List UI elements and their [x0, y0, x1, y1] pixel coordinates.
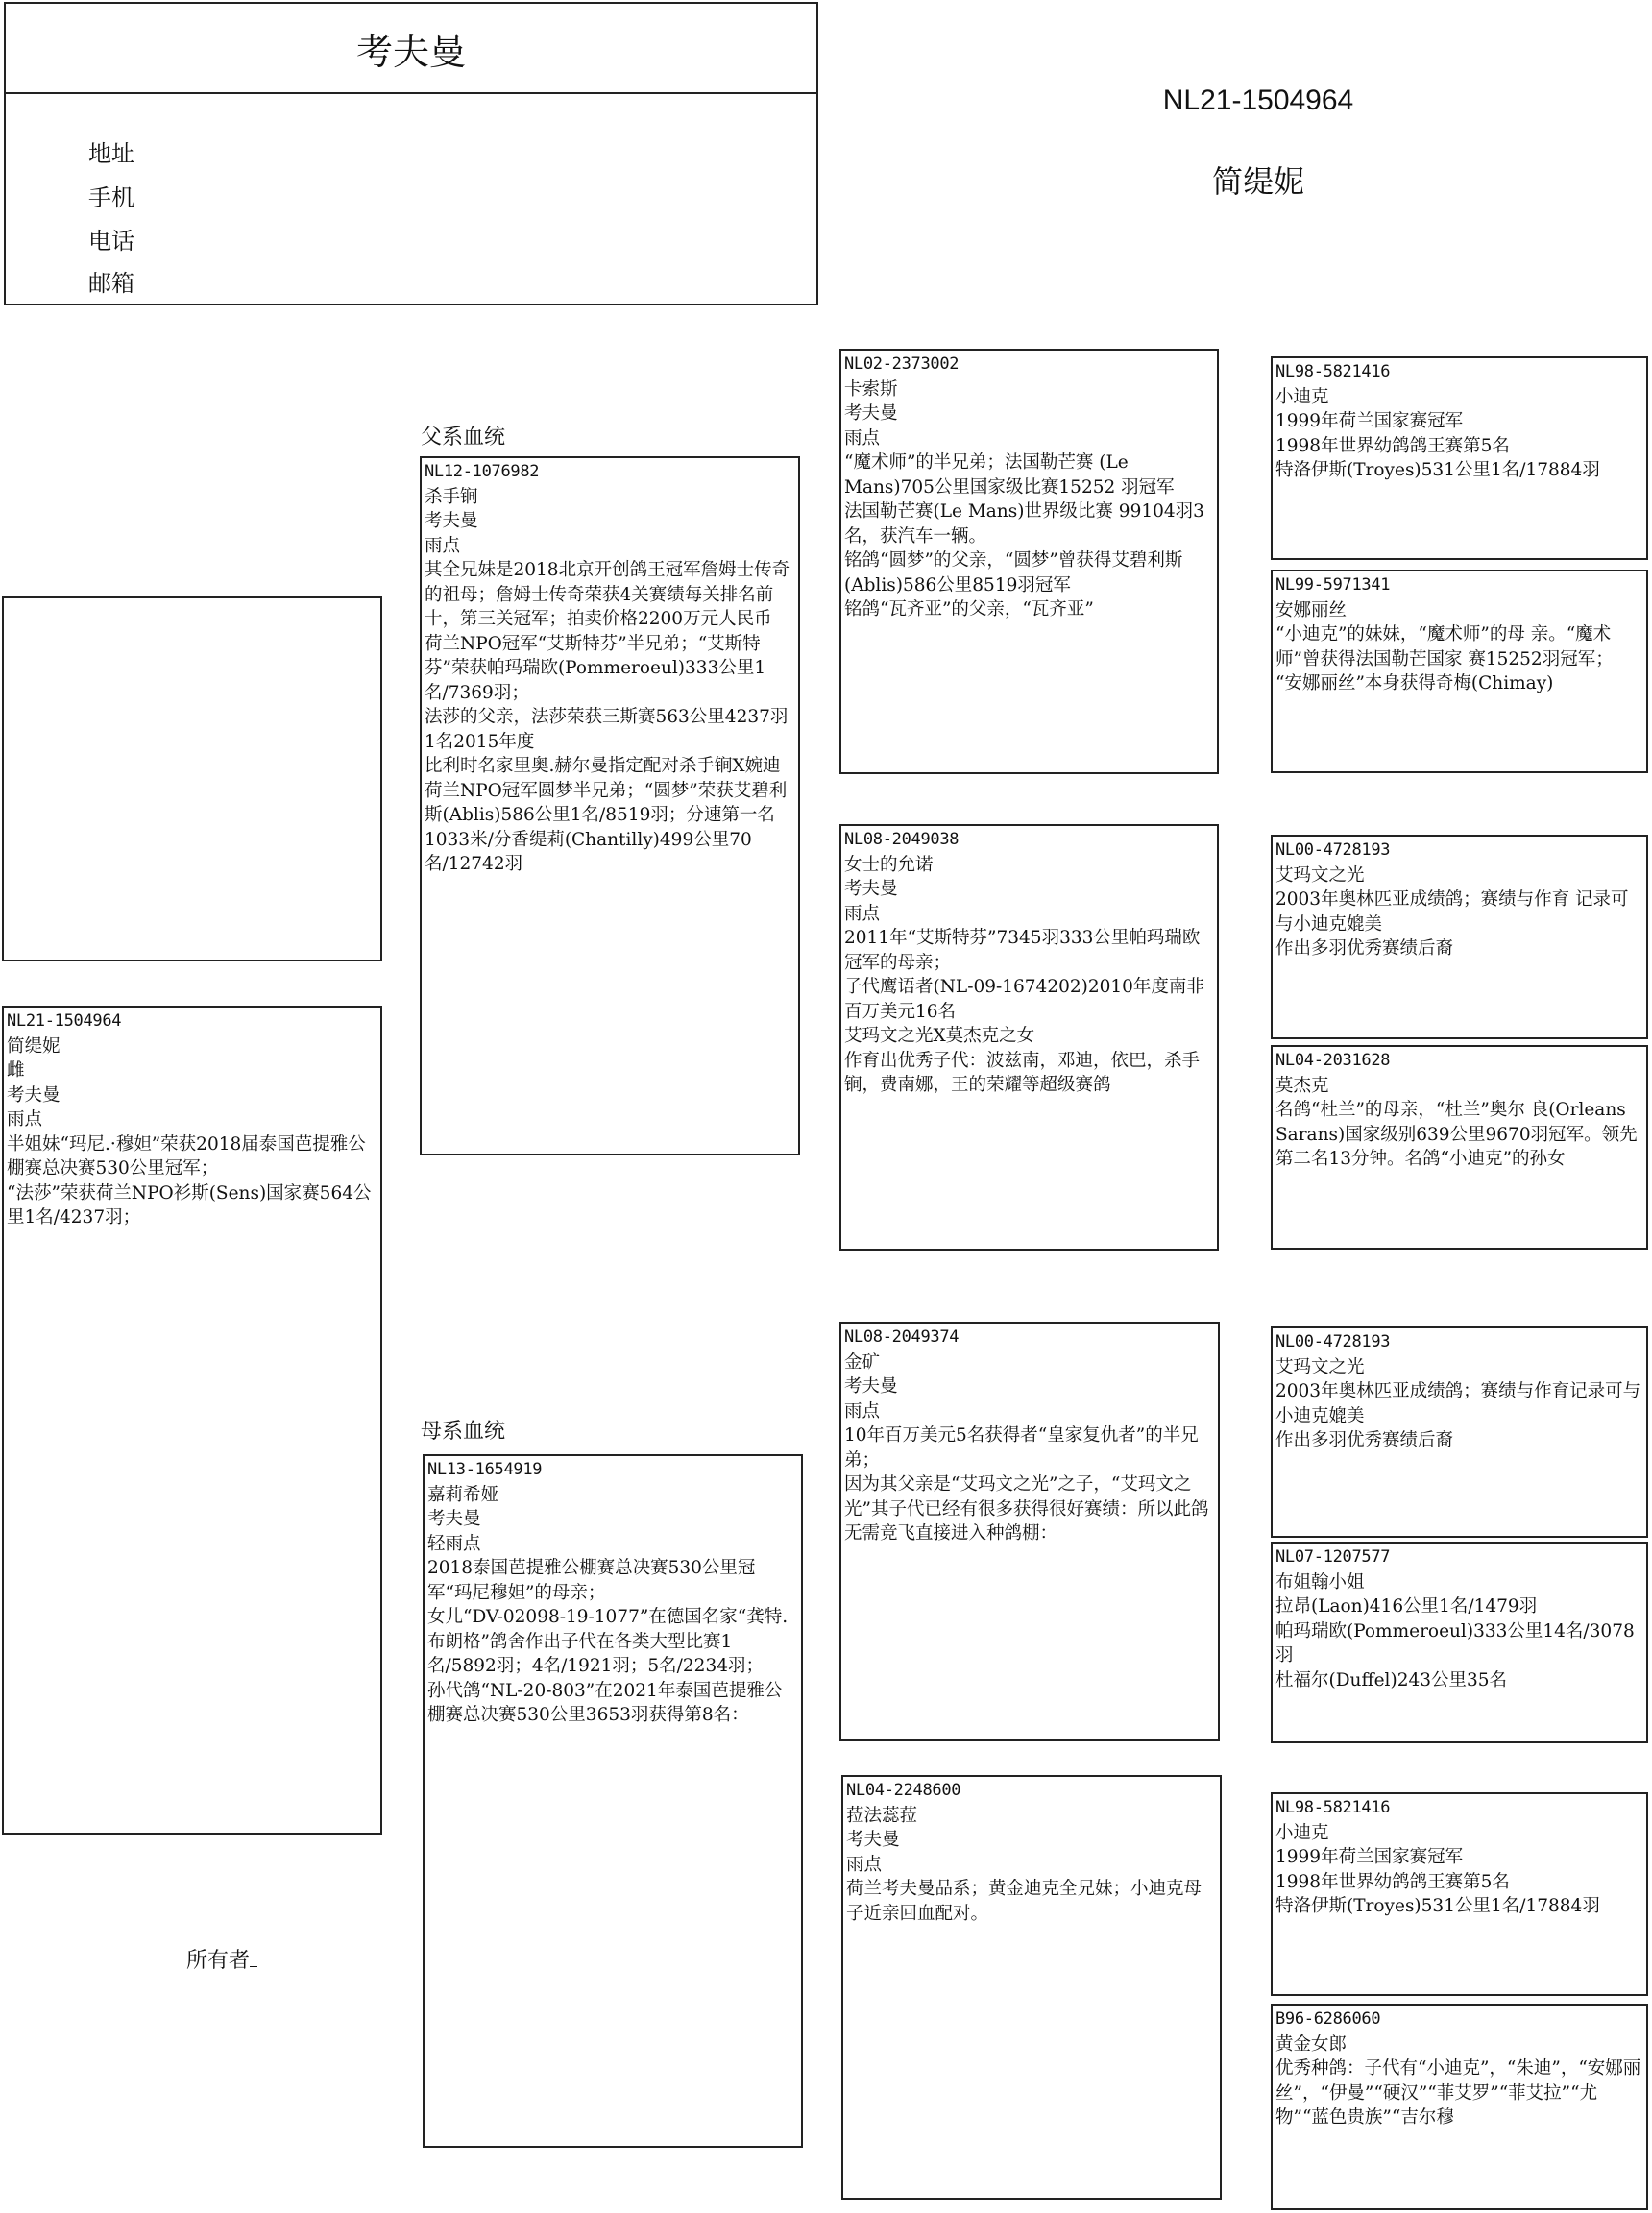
grandparent-card	[841, 1775, 1222, 2200]
pedigree-note: 考夫曼	[844, 879, 898, 899]
pigeon-name: 杀手锏	[425, 486, 478, 507]
pedigree-note: 1999年荷兰国家赛冠军	[1275, 1847, 1464, 1867]
bird-name: 简缇妮	[1211, 163, 1304, 200]
ring-number: NL00-4728193	[1275, 1332, 1391, 1351]
pedigree-note: 帕玛瑞欧(Pommeroeul)333公里14名/3078羽	[1275, 1620, 1635, 1666]
pedigree-note: 雌	[7, 1060, 25, 1081]
pigeon-name: 女士的允诺	[844, 854, 934, 875]
pedigree-note: 作出多羽优秀赛绩后裔	[1275, 938, 1454, 959]
pedigree-note: 因为其父亲是“艾玛文之光”之子，“艾玛文之光”其子代已经有很多获得很好赛绩：所以此鸽无需竞飞直接进入种鸽棚：	[844, 1474, 1209, 1544]
pedigree-note: 荷兰NPO冠军圆梦半兄弟；“圆梦”荣获艾碧利斯(Ablis)586公里1名/8519羽；分速第一名1033米/分香缇莉(Chantilly)499公里70名/12742羽	[425, 780, 788, 874]
pedigree-note: 雨点	[425, 535, 461, 556]
pedigree-note: 轻雨点	[427, 1533, 481, 1554]
pedigree-note: 名鸽“杜兰”的母亲，“杜兰”奥尔 良(Orleans Sarans)国家级别639公里9670羽冠军。领先第二名13分钟。名鸽“小迪克”的孙女	[1275, 1100, 1638, 1169]
pedigree-note: 雨点	[844, 427, 881, 449]
header-panel	[4, 2, 818, 305]
photo-frame	[2, 596, 382, 961]
pedigree-note: 其全兄妹是2018北京开创鸽王冠军詹姆士传奇的祖母；詹姆士传奇荣获4关赛绩每关排名前十，第三关冠军；拍卖价格2200万元人民币	[425, 560, 790, 629]
ring-number: NL21-1504964	[7, 1011, 122, 1031]
pedigree-note: “安娜丽丝”本身获得奇梅(Chimay)	[1275, 673, 1554, 693]
great-grandparent-card	[1271, 1542, 1648, 1743]
great-grandparent-card	[1271, 2004, 1648, 2210]
pigeon-name: 艾玛文之光	[1275, 1356, 1365, 1377]
great-grandparent-card	[1271, 835, 1648, 1039]
grandparent-card	[839, 349, 1219, 774]
ring-number: NL08-2049038	[844, 830, 960, 849]
pedigree-note: 杜福尔(Duffel)243公里35名	[1275, 1669, 1508, 1690]
great-grandparent-card	[1271, 1792, 1648, 1996]
pedigree-note: 荷兰NPO冠军“艾斯特芬”半兄弟；“艾斯特芬”荣获帕玛瑞欧(Pommeroeul)333公里1名/7369羽；	[425, 633, 766, 703]
pedigree-note: 比利时名家里奥.赫尔曼指定配对杀手锏X婉迪	[425, 756, 781, 776]
pigeon-name: 安娜丽丝	[1275, 599, 1348, 620]
pedigree-note: “法莎”荣获荷兰NPO衫斯(Sens)国家赛564公里1名/4237羽；	[7, 1182, 372, 1228]
owner-label: 所有者	[186, 1944, 257, 1974]
pigeon-name: 简缇妮	[7, 1035, 61, 1057]
bird-ring-number: NL21-1504964	[1162, 85, 1354, 116]
ring-number: NL13-1654919	[427, 1460, 543, 1479]
dam-card	[423, 1454, 803, 2148]
pigeon-name: 莫杰克	[1275, 1075, 1329, 1096]
pedigree-note: 特洛伊斯(Troyes)531公里1名/17884羽	[1275, 1896, 1600, 1916]
ring-number: NL02-2373002	[844, 354, 960, 374]
ring-number: B96-6286060	[1275, 2009, 1381, 2029]
pigeon-name: 小迪克	[1275, 386, 1329, 407]
grandparent-card	[839, 824, 1219, 1251]
pigeon-name: 嘉莉希娅	[427, 1484, 499, 1505]
pedigree-note: 1999年荷兰国家赛冠军	[1275, 411, 1464, 431]
pedigree-note: 1998年世界幼鸽鸽王赛第5名	[1275, 435, 1510, 456]
pigeon-name: 菈法蕊菈	[846, 1805, 918, 1826]
ring-number: NL04-2031628	[1275, 1051, 1391, 1070]
great-grandparent-card	[1271, 570, 1648, 773]
pedigree-note: 拉昂(Laon)416公里1名/1479羽	[1275, 1596, 1538, 1617]
pedigree-note: 法莎的父亲，法莎荣获三斯赛563公里4237羽1名2015年度	[425, 707, 789, 752]
pedigree-note: 考夫曼	[7, 1084, 61, 1106]
pedigree-note: 特洛伊斯(Troyes)531公里1名/17884羽	[1275, 460, 1600, 480]
pigeon-name: 布姐翰小姐	[1275, 1571, 1365, 1593]
pedigree-note: “小迪克”的妹妹，“魔术师”的母 亲。“魔术师”曾获得法国勒芒国家 赛15252羽冠军；	[1275, 624, 1614, 669]
ring-number: NL98-5821416	[1275, 362, 1391, 381]
dam-line-label: 母系血统	[421, 1420, 506, 1444]
pedigree-note: 艾玛文之光X莫杰克之女	[844, 1026, 1035, 1046]
pedigree-note: 1998年世界幼鸽鸽王赛第5名	[1275, 1871, 1510, 1892]
pedigree-note: 作出多羽优秀赛绩后裔	[1275, 1430, 1454, 1450]
sire-card	[420, 456, 800, 1155]
address-label: 地址	[88, 140, 134, 167]
pedigree-note: 铭鸽“圆梦”的父亲，“圆梦”曾获得艾碧利斯(Ablis)586公里8519羽冠军	[844, 550, 1183, 596]
pedigree-note: 2011年“艾斯特芬”7345羽333公里帕玛瑞欧冠军的母亲；	[844, 928, 1201, 973]
sire-line-label: 父系血统	[421, 426, 506, 450]
pedigree-note: 考夫曼	[425, 511, 478, 531]
pedigree-note: 铭鸽“瓦齐亚”的父亲，“瓦齐亚”	[844, 599, 1094, 620]
pedigree-note: 子代鹰语者(NL-09-1674202)2010年度南非百万美元16名	[844, 977, 1204, 1022]
ring-number: NL99-5971341	[1275, 575, 1391, 595]
pedigree-note: 孙代鸽“NL-20-803”在2021年泰国芭提雅公棚赛总决赛530公里3653羽获得第8名：	[427, 1680, 783, 1725]
mobile-label: 手机	[88, 184, 134, 211]
pedigree-note: 雨点	[846, 1854, 883, 1875]
pedigree-note: 优秀种鸽：子代有“小迪克”，“朱迪”，“安娜丽丝”，“伊曼”“硬汉”“菲艾罗”“菲艾拉”“尤物”“蓝色贵族”“吉尔穆	[1275, 2058, 1641, 2128]
email-label: 邮箱	[88, 270, 134, 297]
pedigree-note: 2003年奥林匹亚成绩鸽；赛绩与作育 记录可与小迪克媲美	[1275, 889, 1629, 935]
owner-title: 考夫曼	[6, 4, 816, 94]
great-grandparent-card	[1271, 356, 1648, 560]
pedigree-note: 半姐妹“玛尼.·穆妲”荣获2018届泰国芭提雅公棚赛总决赛530公里冠军；	[7, 1133, 366, 1179]
ring-number: NL98-5821416	[1275, 1798, 1391, 1817]
pigeon-name: 金矿	[844, 1351, 881, 1373]
pedigree-note: 10年百万美元5名获得者“皇家复仇者”的半兄弟；	[844, 1425, 1199, 1471]
great-grandparent-card	[1271, 1045, 1648, 1250]
pigeon-name: 艾玛文之光	[1275, 864, 1365, 886]
pedigree-note: “魔术师”的半兄弟；法国勒芒赛 (Le Mans)705公里国家级比赛15252 羽冠军	[844, 452, 1175, 498]
pedigree-note: 考夫曼	[846, 1830, 900, 1850]
subject-card	[2, 1006, 382, 1835]
pedigree-note: 雨点	[844, 1400, 881, 1422]
pedigree-note: 考夫曼	[844, 1376, 898, 1397]
ring-number: NL12-1076982	[425, 462, 540, 481]
phone-label: 电话	[88, 228, 134, 255]
pedigree-note: 荷兰考夫曼品系；黄金迪克全兄妹；小迪克母子近亲回血配对。	[846, 1879, 1203, 1924]
pedigree-note: 2018泰国芭提雅公棚赛总决赛530公里冠军“玛尼穆妲”的母亲；	[427, 1558, 756, 1603]
pedigree-note: 女儿“DV-02098-19-1077”在德国名家“龚特.布朗格”鸽舍作出子代在各类大型比赛1名/5892羽；4名/1921羽；5名/2234羽；	[427, 1607, 789, 1676]
pedigree-note: 考夫曼	[844, 403, 898, 424]
ring-number: NL00-4728193	[1275, 840, 1391, 860]
pigeon-name: 卡索斯	[844, 378, 898, 400]
pigeon-name: 黄金女郎	[1275, 2033, 1348, 2055]
grandparent-card	[839, 1322, 1220, 1741]
great-grandparent-card	[1271, 1326, 1648, 1538]
ring-number: NL08-2049374	[844, 1327, 960, 1347]
ring-number: NL07-1207577	[1275, 1547, 1391, 1567]
pedigree-note: 法国勒芒赛(Le Mans)世界级比赛 99104羽3名，获汽车一辆。	[844, 501, 1204, 547]
pedigree-note: 作育出优秀子代：波兹南，邓迪，依巴，杀手锏，费南娜，王的荣耀等超级赛鸽	[844, 1050, 1201, 1095]
pedigree-note: 2003年奥林匹亚成绩鸽；赛绩与作育记录可与小迪克媲美	[1275, 1381, 1641, 1426]
pigeon-name: 小迪克	[1275, 1822, 1329, 1843]
pedigree-note: 考夫曼	[427, 1509, 481, 1529]
pedigree-note: 雨点	[7, 1109, 43, 1130]
ring-number: NL04-2248600	[846, 1781, 961, 1800]
pedigree-note: 雨点	[844, 903, 881, 924]
